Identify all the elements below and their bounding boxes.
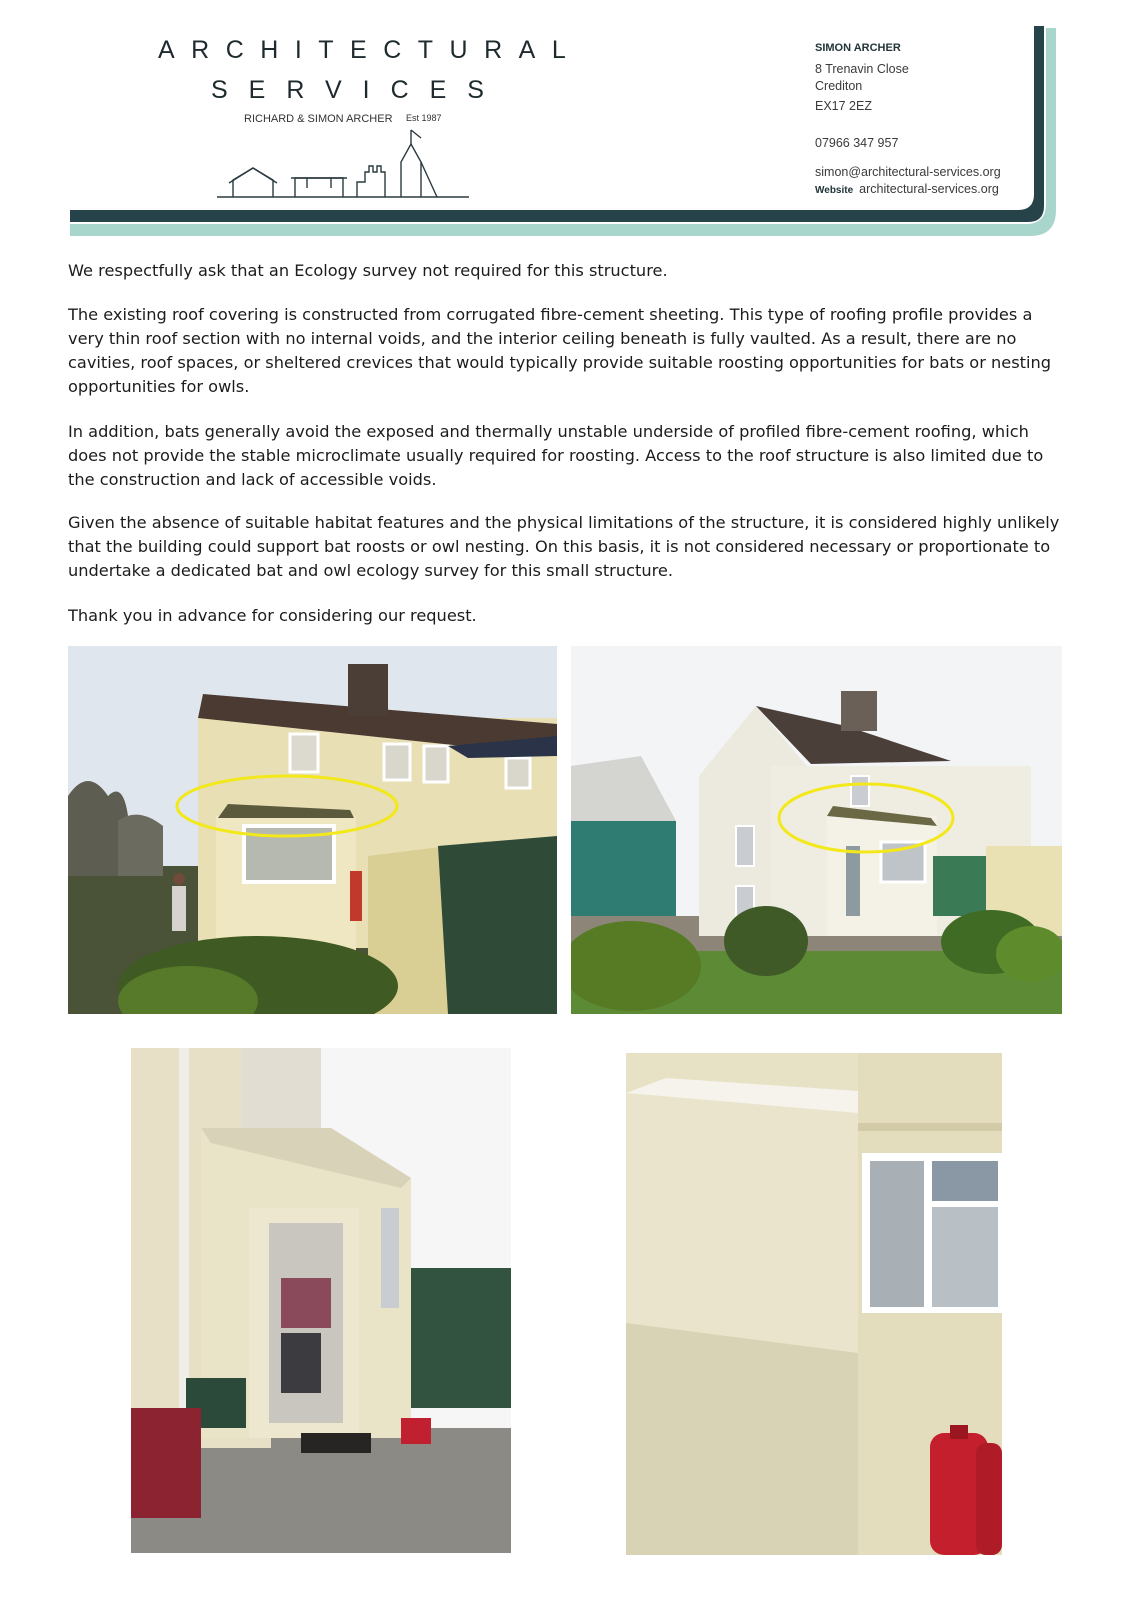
contact-email[interactable]: simon@architectural-services.org [815, 165, 1001, 179]
established-year: Est 1987 [406, 113, 442, 123]
letterhead-band [0, 0, 1132, 240]
paragraph-request: We respectfully ask that an Ecology survey not required for this structure. [68, 261, 668, 280]
contact-website-row [815, 182, 999, 196]
paragraph-roof-construction: The existing roof covering is constructed from corrugated fibre-cement sheeting. This type of roofing profile provides a very thin roof section with no internal voids, and the interior ceiling beneath is fully vaulted. As a result, there are no cavities, roof spaces, or sheltered crevices that would typically provide suitable roosting opportunities for bats or nesting opportunities for owls. [68, 305, 1052, 396]
paragraph-bats-microclimate: In addition, bats generally avoid the exposed and thermally unstable underside of profiled fibre-cement roofing, which does not provide the stable microclimate usually required for roosting. Access to the roof structure is also limited due to the construction and lack of accessible voids. [68, 422, 1044, 489]
company-name-line2: SERVICES [211, 76, 505, 104]
website-label: Website [815, 185, 854, 196]
contact-website[interactable]: architectural-services.org [859, 182, 999, 196]
photo-side-wall-window [626, 1053, 1002, 1555]
contact-address-line1: 8 Trenavin Close [815, 62, 909, 76]
paragraph-conclusion: Given the absence of suitable habitat features and the physical limitations of the structure, it is considered highly unlikely that the building could support bat roosts or owl nesting. On this basis, it is not considered necessary or proportionate to undertake a dedicated bat and owl ecology survey for this small structure. [68, 513, 1060, 580]
contact-name: SIMON ARCHER [815, 42, 901, 54]
photo-rear-elevation-right [571, 646, 1062, 1014]
photo-porch-entrance [131, 1048, 511, 1553]
contact-address-line2: Crediton [815, 79, 863, 93]
paragraph-thanks: Thank you in advance for considering our request. [68, 606, 477, 625]
photo-rear-elevation-left [68, 646, 557, 1014]
company-name-line1: ARCHITECTURAL [158, 36, 583, 64]
contact-postcode: EX17 2EZ [815, 99, 872, 113]
contact-phone: 07966 347 957 [815, 136, 899, 150]
company-subtitle: RICHARD & SIMON ARCHER [244, 113, 393, 125]
